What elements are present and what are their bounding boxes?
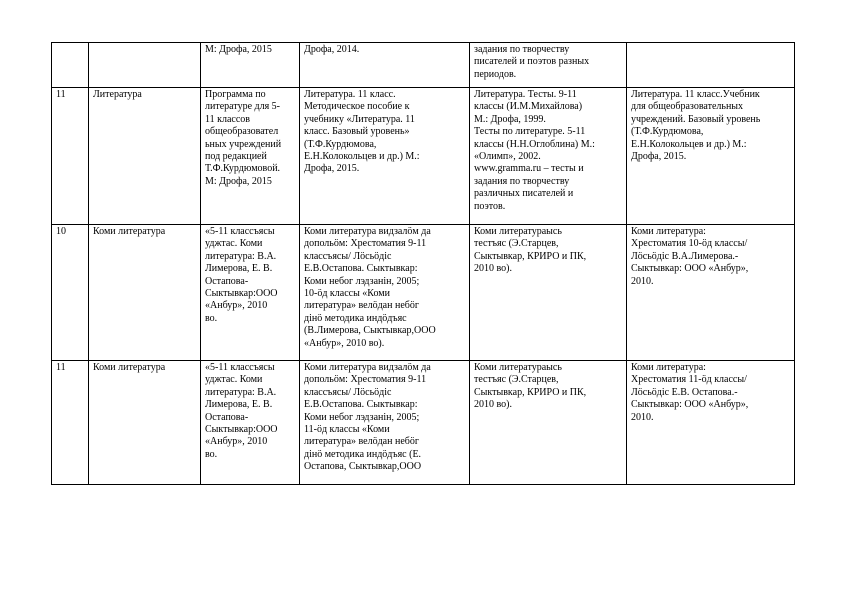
table-row [52,361,795,485]
subject-cell: Коми литература [89,361,201,485]
program-cell: «5-11 классъясы уджтас. Коми литература: В.А. Лимерова, Е. В. Остапова- Сыктывкар:ООО «Анбур», 2010 во. [201,361,300,485]
row-number-cell: 11 [52,361,89,485]
textbooks-cell: Коми литература: Хрестоматия 11-ӧд классы/ Лӧсьӧдіс Е.В. Остапова.- Сыктывкар: ООО «Анбур», 2010. [627,361,795,485]
subject-cell: Коми литература [89,225,201,361]
row-number-cell [52,43,89,88]
assessment-cell: задания по творчеству писателей и поэтов разных периодов. [470,43,627,88]
teacher-aids-cell: Коми литература видзалӧм да допольӧм: Хрестоматия 9-11 классъясы/ Лӧсьӧдіс Е.В.Остапова. Сыктывкар: Коми небог лэдзанін, 2005; 11-ӧд классы «Коми литература» велӧдан небӧг дінӧ методика индӧдъяс (Е. Остапова, Сыктывкар,ООО [300,361,470,485]
assessment-cell: Коми литератураысь тестъяс (Э.Старцев, Сыктывкар, КРИРО и ПК, 2010 во). [470,361,627,485]
teacher-aids-cell: Коми литература видзалӧм да допольӧм: Хрестоматия 9-11 классъясы/ Лӧсьӧдіс Е.В.Остапова. Сыктывкар: Коми небог лэдзанін, 2005; 10-ӧд классы «Коми литература» велӧдан небӧг дінӧ методика индӧдъяс (В.Лимерова, Сыктывкар,ООО «Анбур», 2010 во). [300,225,470,361]
program-cell: Программа по литературе для 5- 11 классов общеобразовател ьных учреждений под редакцией Т.Ф.Курдюмовой. М: Дрофа, 2015 [201,88,300,225]
textbooks-cell: Коми литература: Хрестоматия 10-ӧд классы/ Лӧсьӧдіс В.А.Лимерова.- Сыктывкар: ООО «Анбур», 2010. [627,225,795,361]
textbooks-cell [627,43,795,88]
row-number-cell: 11 [52,88,89,225]
table-row [52,225,795,361]
program-cell: М: Дрофа, 2015 [201,43,300,88]
subject-cell [89,43,201,88]
table-row [52,88,795,225]
row-number-cell: 10 [52,225,89,361]
assessment-cell: Литература. Тесты. 9-11 классы (И.М.Михайлова) М.: Дрофа, 1999. Тесты по литературе. 5-11 классы (Н.Н.Оглоблина) М.: «Олимп», 2002. www.gramma.ru – тесты и задания по творчеству различных писателей и поэтов. [470,88,627,225]
textbooks-cell: Литература. 11 класс.Учебник для общеобразовательных учреждений. Базовый уровень (Т.Ф.Курдюмова, Е.Н.Колокольцев и др.) М.: Дрофа, 2015. [627,88,795,225]
teacher-aids-cell: Литература. 11 класс. Методическое пособие к учебнику «Литература. 11 класс. Базовый уровень» (Т.Ф.Курдюмова, Е.Н.Колокольцев и др.) М.: Дрофа, 2015. [300,88,470,225]
subject-cell: Литература [89,88,201,225]
assessment-cell: Коми литератураысь тестъяс (Э.Старцев, Сыктывкар, КРИРО и ПК, 2010 во). [470,225,627,361]
table-row [52,43,795,88]
curriculum-table [51,42,795,485]
teacher-aids-cell: Дрофа, 2014. [300,43,470,88]
program-cell: «5-11 классъясы уджтас. Коми литература: В.А. Лимерова, Е. В. Остапова- Сыктывкар:ООО «Анбур», 2010 во. [201,225,300,361]
